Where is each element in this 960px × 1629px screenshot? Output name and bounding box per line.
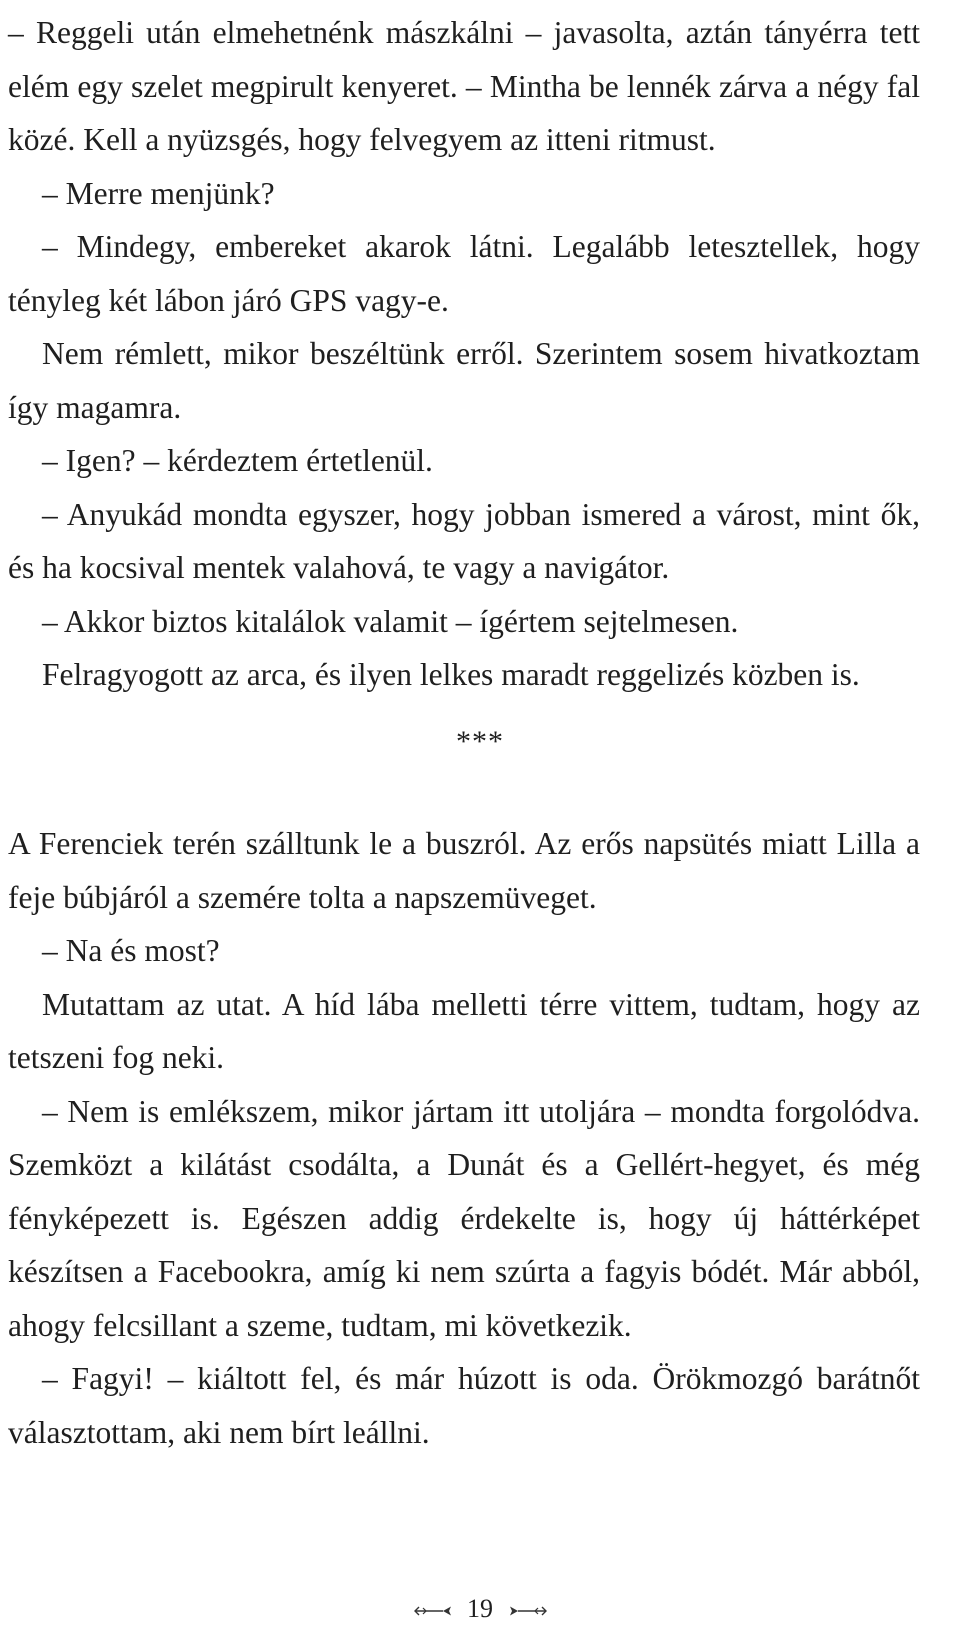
paragraph: – Merre menjünk? xyxy=(42,175,275,211)
page-number: 19 xyxy=(467,1594,493,1623)
paragraph: Mutattam az utat. A híd lába melletti térre vittem, tudtam, hogy az tetszeni fog neki. xyxy=(8,986,920,1075)
paragraph: – Na és most? xyxy=(42,933,220,968)
paragraph: Felragyogott az arca, és ilyen lelkes maradt reggelizés közben is. xyxy=(42,657,860,692)
scene-separator: *** xyxy=(456,725,504,758)
ornament-left-icon xyxy=(413,1605,453,1617)
page-footer xyxy=(0,1592,960,1626)
paragraph: – Reggeli után elmehetnénk mászkálni – javasolta, aztán tányérra tett elém egy szelet megpirult kenyeret. – Mintha be lennék zárva a négy fal közé. Kell a nyüzsgés, hogy felvegyem az itteni ritmust. xyxy=(8,15,920,157)
paragraph: – Fagyi! – kiáltott fel, és már húzott is oda. Örökmozgó barátnőt választottam, aki nem bírt leállni. xyxy=(8,1361,920,1450)
paragraph: – Akkor biztos kitalálok valamit – ígértem sejtelmesen. xyxy=(42,603,739,639)
paragraph: – Mindegy, embereket akarok látni. Legalább letesztellek, hogy tényleg két lábon járó GPS vagy-e. xyxy=(8,229,920,318)
paragraph: Nem rémlett, mikor beszéltünk erről. Szerintem sosem hivatkoztam így magamra. xyxy=(8,336,920,425)
section-two xyxy=(8,817,920,1459)
paragraph: – Anyukád mondta egyszer, hogy jobban ismered a várost, mint ők, és ha kocsival mentek valahová, te vagy a navigátor. xyxy=(8,496,920,585)
paragraph: – Igen? – kérdeztem értetlenül. xyxy=(42,443,433,478)
ornament-right-icon xyxy=(508,1605,548,1617)
paragraph: – Nem is emlékszem, mikor jártam itt utoljára – mondta forgolódva. Szemközt a kilátást csodálta, a Dunát és a Gellért-hegyet, és még fényképezett is. Egészen addig érdekelte is, hogy új háttérképet készítsen a Facebookra, amíg ki nem szúrta a fagyis bódét. Már abból, ahogy felcsillant a szeme, tudtam, mi következik. xyxy=(8,1093,920,1343)
section-one xyxy=(8,6,920,702)
paragraph: A Ferenciek terén szálltunk le a buszról. Az erős napsütés miatt Lilla a feje búbjáról a szemére tolta a napszemüveget. xyxy=(8,826,920,915)
